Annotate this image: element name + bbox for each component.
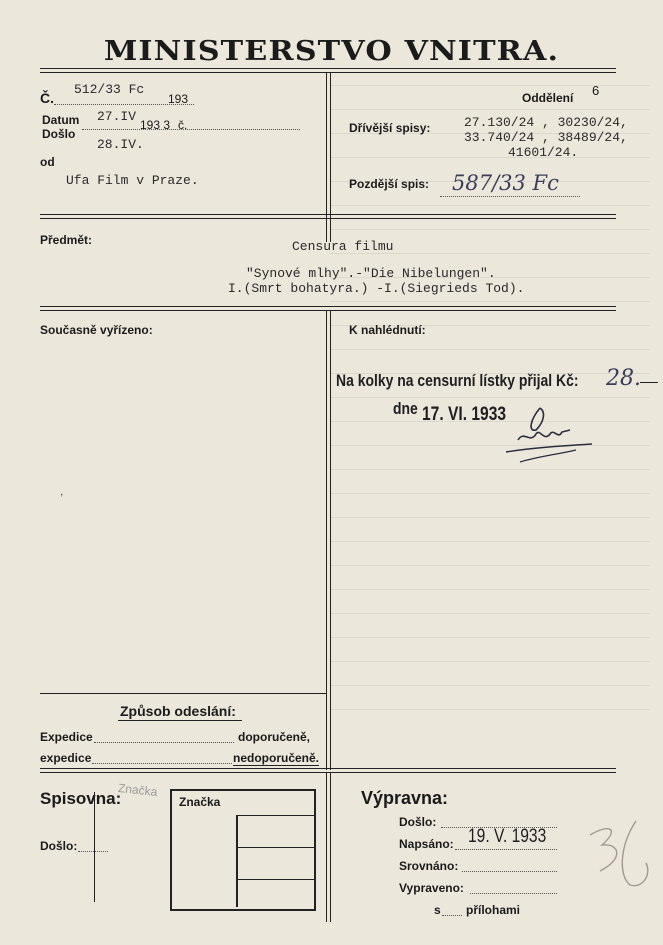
znacka-row-2 — [238, 847, 314, 848]
zpusob-underline — [118, 720, 242, 721]
rule-predmet — [40, 214, 616, 219]
expedice-label-2: expedice — [40, 751, 92, 765]
znacka-row-1 — [238, 815, 314, 816]
pozdejsi-dots — [440, 196, 580, 197]
predmet-label: Předmět: — [40, 233, 93, 247]
doporucene-label: doporučeně, — [238, 730, 311, 744]
page-title: MINISTERSTVO VNITRA. — [103, 36, 560, 67]
spisovna-hand-line — [94, 792, 95, 902]
napsano-dots — [455, 849, 557, 850]
soucasne-vyrizeno-label: Současně vyřízeno: — [40, 323, 153, 337]
pozdejsi-value: 587/33 Fc — [452, 171, 559, 195]
stamp-date: 17. VI. 1933 — [422, 404, 507, 425]
spisovna-title: Spisovna: — [40, 789, 122, 808]
datum-label: Datum — [42, 113, 80, 127]
od-value: Ufa Film v Praze. — [66, 173, 199, 188]
prilohami-label: přílohami — [466, 903, 521, 917]
rule-zpusob — [40, 693, 326, 694]
k-nahlednuti-label: K nahlédnutí: — [349, 323, 426, 337]
pozdejsi-label: Pozdější spis: — [349, 177, 430, 191]
spisovna-doslo-dots — [78, 851, 108, 852]
nedoporucene-underline — [233, 765, 319, 766]
predmet-line-1: Censura filmu — [292, 239, 394, 254]
datum-year: 193 3 — [140, 118, 171, 132]
spisovna-doslo-label: Došlo: — [40, 839, 78, 853]
predmet-line-3: I.(Smrt bohatyra.) -I.(Siegrieds Tod). — [228, 281, 525, 296]
znacka-col — [236, 815, 238, 907]
nedoporucene-label: nedoporučeně. — [233, 751, 320, 765]
expedice-label-1: Expedice — [40, 730, 93, 744]
kolky-stamp-text: Na kolky na censurní lístky přijal Kč: — [336, 371, 579, 390]
zpusob-title: Způsob odeslání: — [120, 703, 236, 719]
vypraveno-label: Vypraveno: — [399, 881, 464, 895]
datum-value: 27.IV — [97, 109, 137, 124]
od-label: od — [40, 155, 55, 169]
margin-mark: , — [60, 484, 64, 498]
srovnano-label: Srovnáno: — [399, 859, 459, 873]
znacka-box — [170, 789, 316, 911]
divider-middle — [326, 310, 331, 770]
divider-bottom — [326, 772, 331, 922]
stamp-dne: dne — [393, 399, 418, 418]
expedice-dots-2 — [92, 763, 232, 764]
vypravna-title: Výpravna: — [361, 788, 449, 808]
cislo-label: Č. — [40, 90, 54, 106]
drivejsi-line-3: 41601/24. — [508, 145, 579, 160]
srovnano-dots — [462, 871, 557, 872]
vypravna-doslo-label: Došlo: — [399, 815, 437, 829]
expedice-dots-1 — [94, 742, 234, 743]
napsano-label: Napsáno: — [399, 837, 454, 851]
year-label: 193 — [168, 92, 189, 106]
znacka-stamp: Značka — [117, 780, 158, 800]
cislo-suffix: č. — [178, 118, 188, 132]
kolky-dash — [640, 382, 658, 383]
cislo-value: 512/33 Fc — [74, 82, 145, 97]
s-dots — [442, 915, 462, 916]
predmet-line-2: "Synové mlhy".-"Die Nibelungen". — [246, 266, 496, 281]
kolky-amount: 28. — [606, 366, 641, 391]
pencil-mark-icon — [580, 815, 660, 895]
doslo-value: 28.IV. — [97, 137, 144, 152]
napsano-value: 19. V. 1933 — [468, 826, 547, 847]
oddeleni-label: Oddělení — [522, 91, 574, 105]
znacka-label: Značka — [179, 795, 221, 809]
oddeleni-value: 6 — [592, 83, 600, 98]
datum-dots — [82, 129, 300, 130]
drivejsi-line-2: 33.740/24 , 38489/24, — [464, 130, 628, 145]
signature-icon — [500, 400, 600, 470]
drivejsi-label: Dřívější spisy: — [349, 121, 431, 135]
vypraveno-dots — [470, 893, 557, 894]
doslo-label: Došlo — [42, 127, 76, 141]
znacka-row-3 — [238, 879, 314, 880]
drivejsi-line-1: 27.130/24 , 30230/24, — [464, 115, 628, 130]
s-label: s — [434, 903, 441, 917]
